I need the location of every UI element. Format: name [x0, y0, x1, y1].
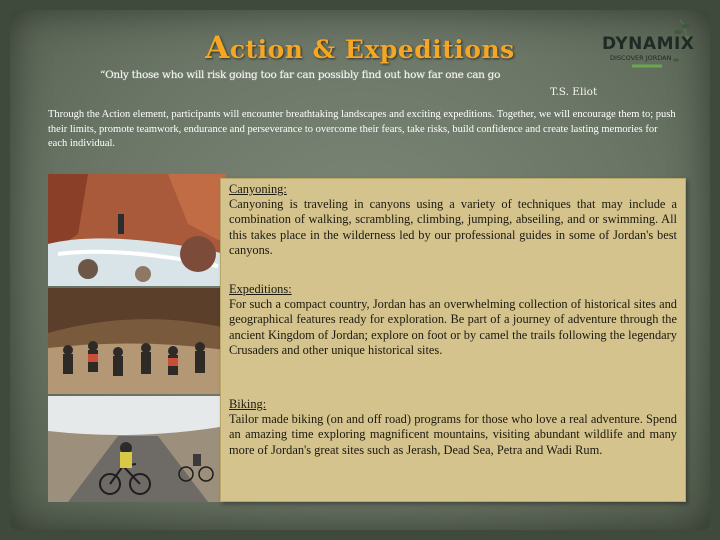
- section-expeditions: [229, 282, 677, 358]
- section-canyoning: [229, 182, 677, 258]
- dynamix-logo: [596, 16, 698, 78]
- photo-column: [48, 174, 226, 502]
- section-body: Canyoning is traveling in canyons using a variety of techniques that may include a combination of walking, scrambling, climbing, jumping, abseiling, and or swimming. All this takes place in the wilderness led by our professional guides in some of Jordan's best canyons.: [229, 197, 677, 257]
- quote-author: T.S. Eliot: [550, 86, 598, 98]
- canyoning-photo: [48, 174, 226, 286]
- section-heading: Biking:: [229, 397, 267, 411]
- section-biking: [229, 397, 677, 458]
- biking-photo: [48, 396, 226, 502]
- section-body: Tailor made biking (on and off road) programs for those who love a real adventure. Spend an amazing time exploring magnificent mountains, visiting abundant wildlife and many more of Jordan's great sites such as Jerash, Dead Sea, Petra and Wadi Rum.: [229, 412, 677, 457]
- quote: “Only those who will risk going too far can possibly find out how far one can go: [100, 69, 501, 81]
- intro-paragraph: Through the Action element, participants will encounter breathtaking landscapes and exciting expeditions. Together, we will encourage them to; push their limits, promote teamwork, endurance and perseverance to overcome their fears, take risks, build confidence and create lasting memories for each individual.: [48, 109, 676, 149]
- activities-panel: [220, 178, 686, 502]
- logo-wordmark: DYNAMIX: [602, 34, 695, 54]
- logo-subtitle: DISCOVER JORDAN: [610, 54, 672, 62]
- slide-title: Action & Expeditions: [205, 30, 515, 66]
- section-body: For such a compact country, Jordan has an overwhelming collection of historical sites and geographical features ready for exploration. Be part of a journey of adventure through the ancient Kingdom of Jordan; explore on foot or by camel the trails following the legendary Crusaders and other unique historical sites.: [229, 297, 677, 357]
- expedition-photo: [48, 288, 226, 394]
- section-heading: Expeditions:: [229, 282, 292, 296]
- section-heading: Canyoning:: [229, 182, 287, 196]
